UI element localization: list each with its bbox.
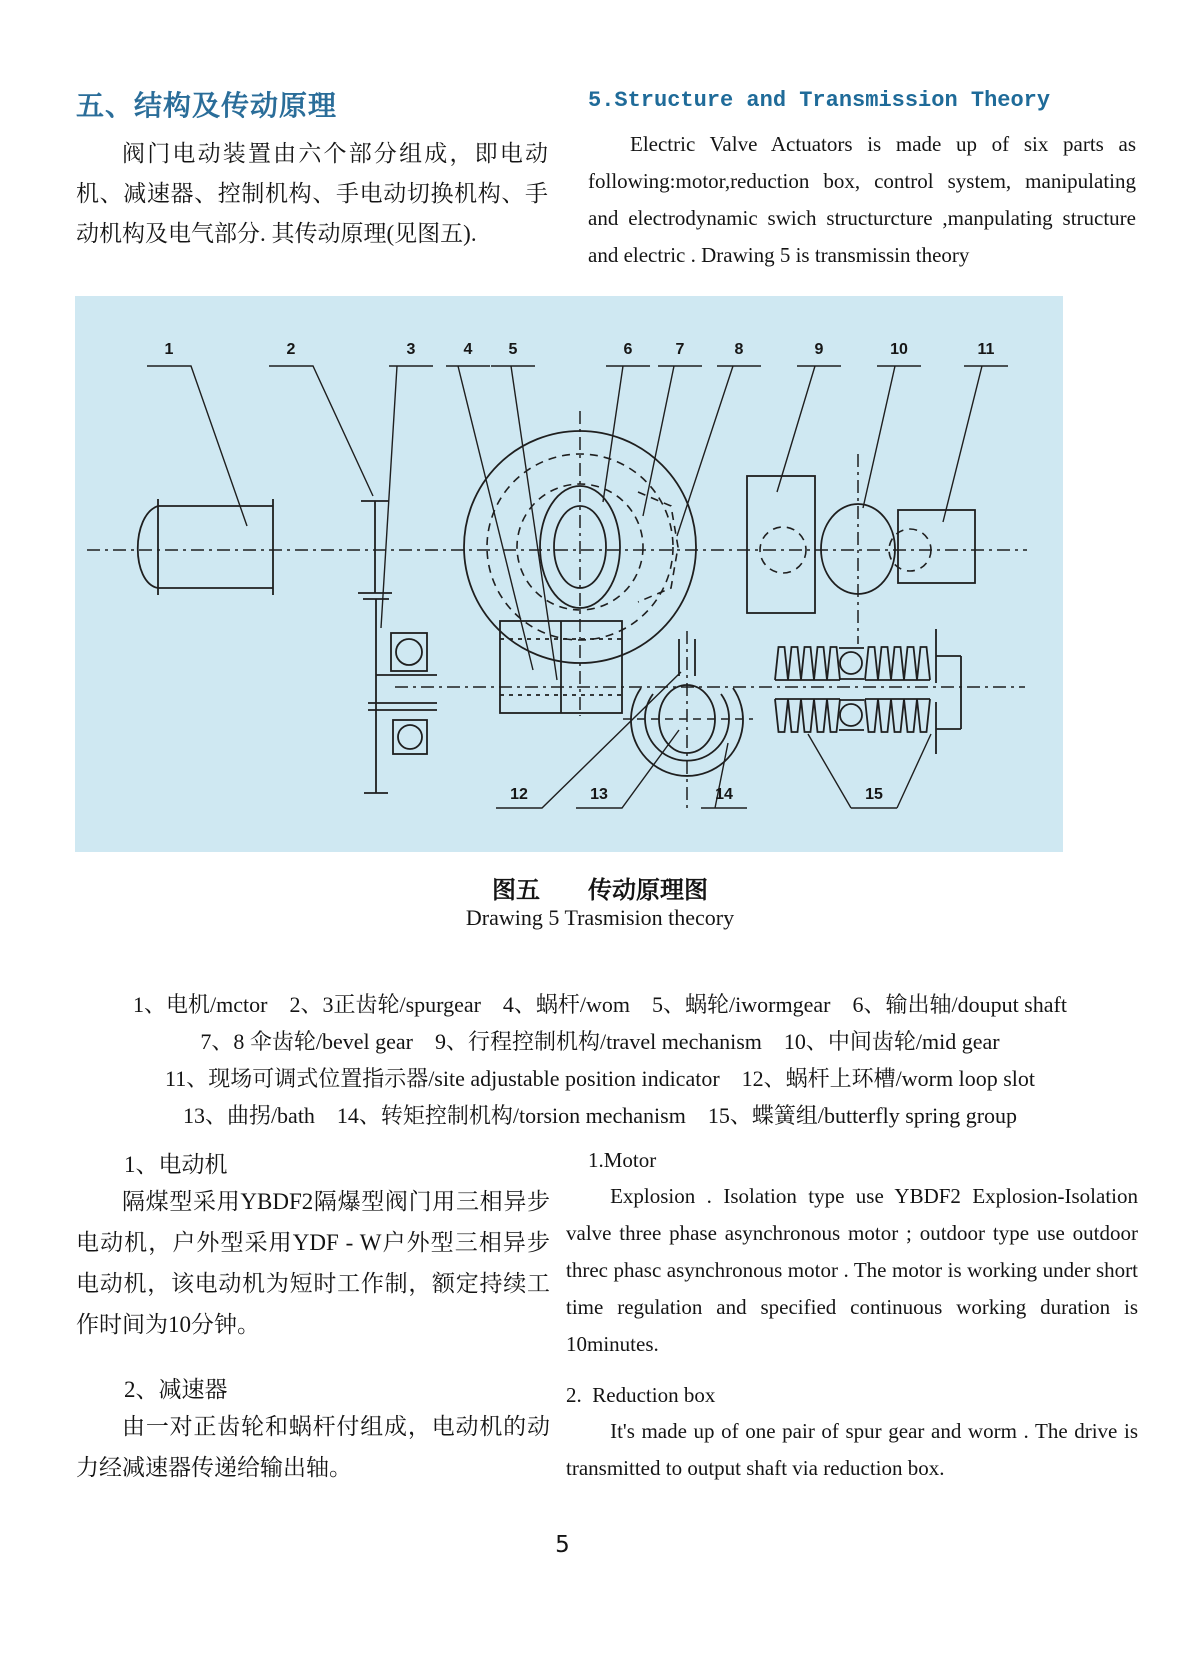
transmission-principle-drawing xyxy=(75,296,1063,852)
english-section-heading: 5.Structure and Transmission Theory xyxy=(588,88,1051,113)
parts-legend-line: 11、现场可调式位置指示器/site adjustable position indicator 12、蜗杆上环槽/worm loop slot xyxy=(165,1066,1035,1091)
worm-gear-wheel xyxy=(464,411,696,716)
intro-english-column xyxy=(588,88,1136,274)
butterfly-spring-group xyxy=(775,629,961,754)
figure-caption-chinese: 图五 传动原理图 xyxy=(492,878,708,904)
reducer-title-cn: 2、减速器 xyxy=(124,1377,228,1402)
callout-4: 4 xyxy=(463,341,473,358)
callout-14: 14 xyxy=(715,786,733,803)
chinese-section-heading: 五、结构及传动原理 xyxy=(76,91,338,122)
callout-2: 2 xyxy=(286,341,296,358)
intro-chinese-column xyxy=(76,84,548,254)
travel-mechanism xyxy=(747,476,815,613)
motor-title-cn: 1、电动机 xyxy=(124,1152,228,1177)
bearing-lower xyxy=(368,703,437,754)
callout-13: 13 xyxy=(590,786,608,803)
figure-caption-english: Drawing 5 Trasmision thecory xyxy=(465,905,735,930)
crank-torsion-mechanism xyxy=(623,631,753,811)
reducer-body-cn: 由一对正齿轮和蜗杆付组成，电动机的动力经减速器传递给输出轴。 xyxy=(76,1414,550,1480)
parts-legend-line: 13、曲拐/bath 14、转矩控制机构/torsion mechanism 15、蝶簧组/butterfly spring group xyxy=(182,1103,1018,1128)
reducer-title-en: 2. Reduction box xyxy=(566,1383,716,1407)
callout-7: 7 xyxy=(675,341,685,358)
callout-3: 3 xyxy=(406,341,416,358)
motor-symbol xyxy=(138,499,273,595)
callout-6: 6 xyxy=(623,341,633,358)
mid-gear xyxy=(821,454,895,644)
motor-body-en: Explosion . Isolation type use YBDF2 Explosion-Isolation valve three phase asynchronous motor ; outdoor type use outdoor threc phasc asynchronous motor . The motor is working under short time regulation and specified continuous working duration is 10minutes. xyxy=(566,1184,1138,1356)
position-indicator xyxy=(889,510,975,583)
transmission-diagram-panel xyxy=(75,296,1063,852)
parts-legend xyxy=(55,986,1145,1134)
page-number: 5 xyxy=(555,1532,570,1558)
callout-10: 10 xyxy=(890,341,908,358)
chinese-intro-paragraph: 阀门电动装置由六个部分组成，即电动机、减速器、控制机构、手电动切换机构、手动机构及电气部分. 其传动原理(见图五). xyxy=(76,141,548,246)
callout-1: 1 xyxy=(164,341,174,358)
callout-15: 15 xyxy=(865,786,883,803)
spur-gear-shaft xyxy=(358,501,392,793)
bearing-upper xyxy=(376,633,437,675)
motor-body-cn: 隔煤型采用YBDF2隔爆型阀门用三相异步电动机，户外型采用YDF - W户外型三相异步电动机，该电动机为短时工作制，额定持续工作时间为10分钟。 xyxy=(76,1189,550,1337)
callout-8: 8 xyxy=(734,341,744,358)
sections-english-column xyxy=(566,1148,1138,1487)
sections-chinese-column xyxy=(76,1146,550,1488)
worm-block xyxy=(500,621,622,713)
english-intro-paragraph: Electric Valve Actuators is made up of six parts as following:motor,reduction box, control system, manipulating and electrodynamic swich structurcture ,manpulating structure and electric . Drawing 5 is transmissin theory xyxy=(588,132,1136,267)
callout-5: 5 xyxy=(508,341,518,358)
motor-title-en: 1.Motor xyxy=(588,1148,657,1172)
callout-9: 9 xyxy=(814,341,824,358)
callout-12: 12 xyxy=(510,786,528,803)
reducer-body-en: It's made up of one pair of spur gear and worm . The drive is transmitted to output shaft via reduction box. xyxy=(566,1419,1138,1480)
parts-legend-line: 7、8 伞齿轮/bevel gear 9、行程控制机构/travel mechanism 10、中间齿轮/mid gear xyxy=(200,1029,1000,1054)
parts-legend-line: 1、电机/mctor 2、3正齿轮/spurgear 4、蜗杆/wom 5、蜗轮/iwormgear 6、输出轴/douput shaft xyxy=(133,992,1067,1017)
callout-11: 11 xyxy=(977,341,995,358)
